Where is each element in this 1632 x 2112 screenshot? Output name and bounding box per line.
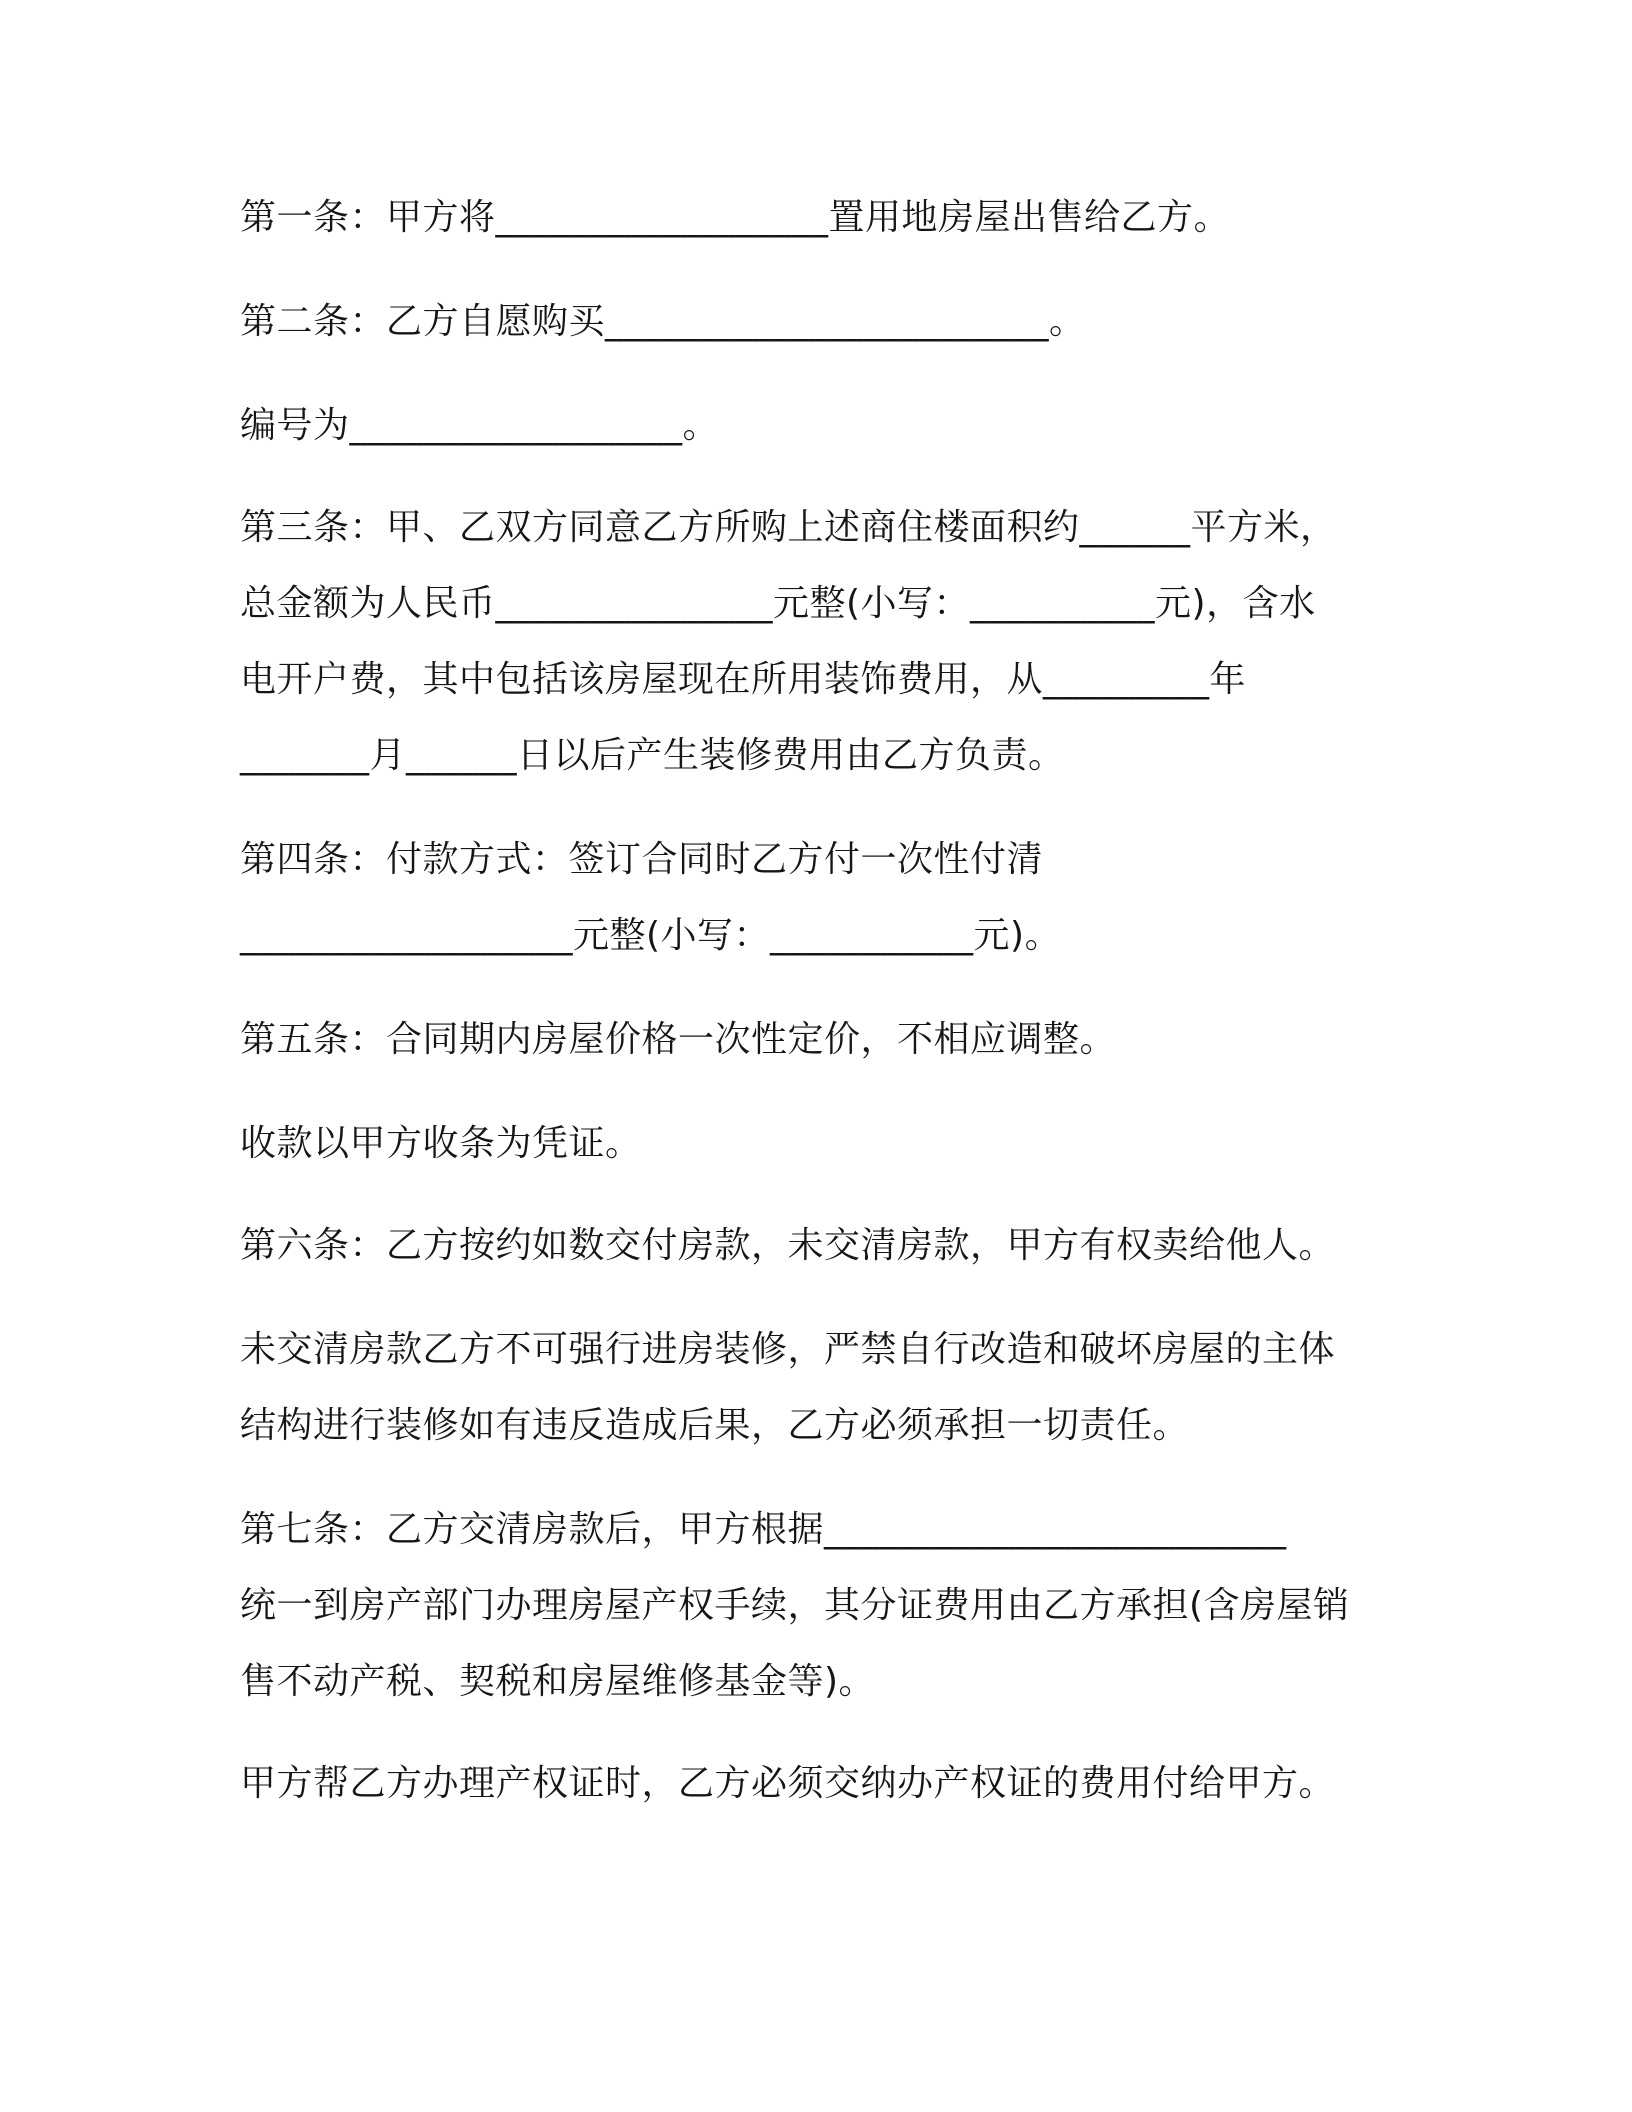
number-line: 编号为__________________。 xyxy=(240,405,720,446)
renovation-line-1: 未交清房款乙方不可强行进房装修，严禁自行改造和破坏房屋的主体 xyxy=(240,1329,1336,1370)
receipt-line: 收款以甲方收条为凭证。 xyxy=(240,1123,642,1164)
clause-6-line: 第六条：乙方按约如数交付房款，未交清房款，甲方有权卖给他人。 xyxy=(240,1225,1336,1266)
clause-7-line-3: 售不动产税、契税和房屋维修基金等)。 xyxy=(240,1661,876,1702)
clause-4-line-2: __________________元整(小写：___________元)。 xyxy=(240,915,1062,956)
clause-3-line-1: 第三条：甲、乙双方同意乙方所购上述商住楼面积约______平方米， xyxy=(240,507,1337,548)
clause-3-line-3: 电开户费，其中包括该房屋现在所用装饰费用，从_________年 xyxy=(240,659,1247,700)
certificate-fee-line: 甲方帮乙方办理产权证时，乙方必须交纳办产权证的费用付给甲方。 xyxy=(240,1763,1336,1804)
clause-2-line: 第二条：乙方自愿购买________________________。 xyxy=(240,301,1086,342)
clause-4-line-1: 第四条：付款方式：签订合同时乙方付一次性付清 xyxy=(240,839,1044,880)
clause-5-line: 第五条：合同期内房屋价格一次性定价，不相应调整。 xyxy=(240,1019,1117,1060)
clause-7-line-2: 统一到房产部门办理房屋产权手续，其分证费用由乙方承担(含房屋销 xyxy=(240,1585,1350,1626)
renovation-line-2: 结构进行装修如有违反造成后果，乙方必须承担一切责任。 xyxy=(240,1405,1190,1446)
clause-3-line-2: 总金额为人民币_______________元整(小写：__________元)，含水 xyxy=(240,583,1316,624)
clause-7-line-1: 第七条：乙方交清房款后，甲方根据_________________________ xyxy=(240,1509,1287,1550)
clause-1-line: 第一条：甲方将__________________置用地房屋出售给乙方。 xyxy=(240,197,1231,238)
clause-3-line-4: _______月______日以后产生装修费用由乙方负责。 xyxy=(240,735,1065,776)
